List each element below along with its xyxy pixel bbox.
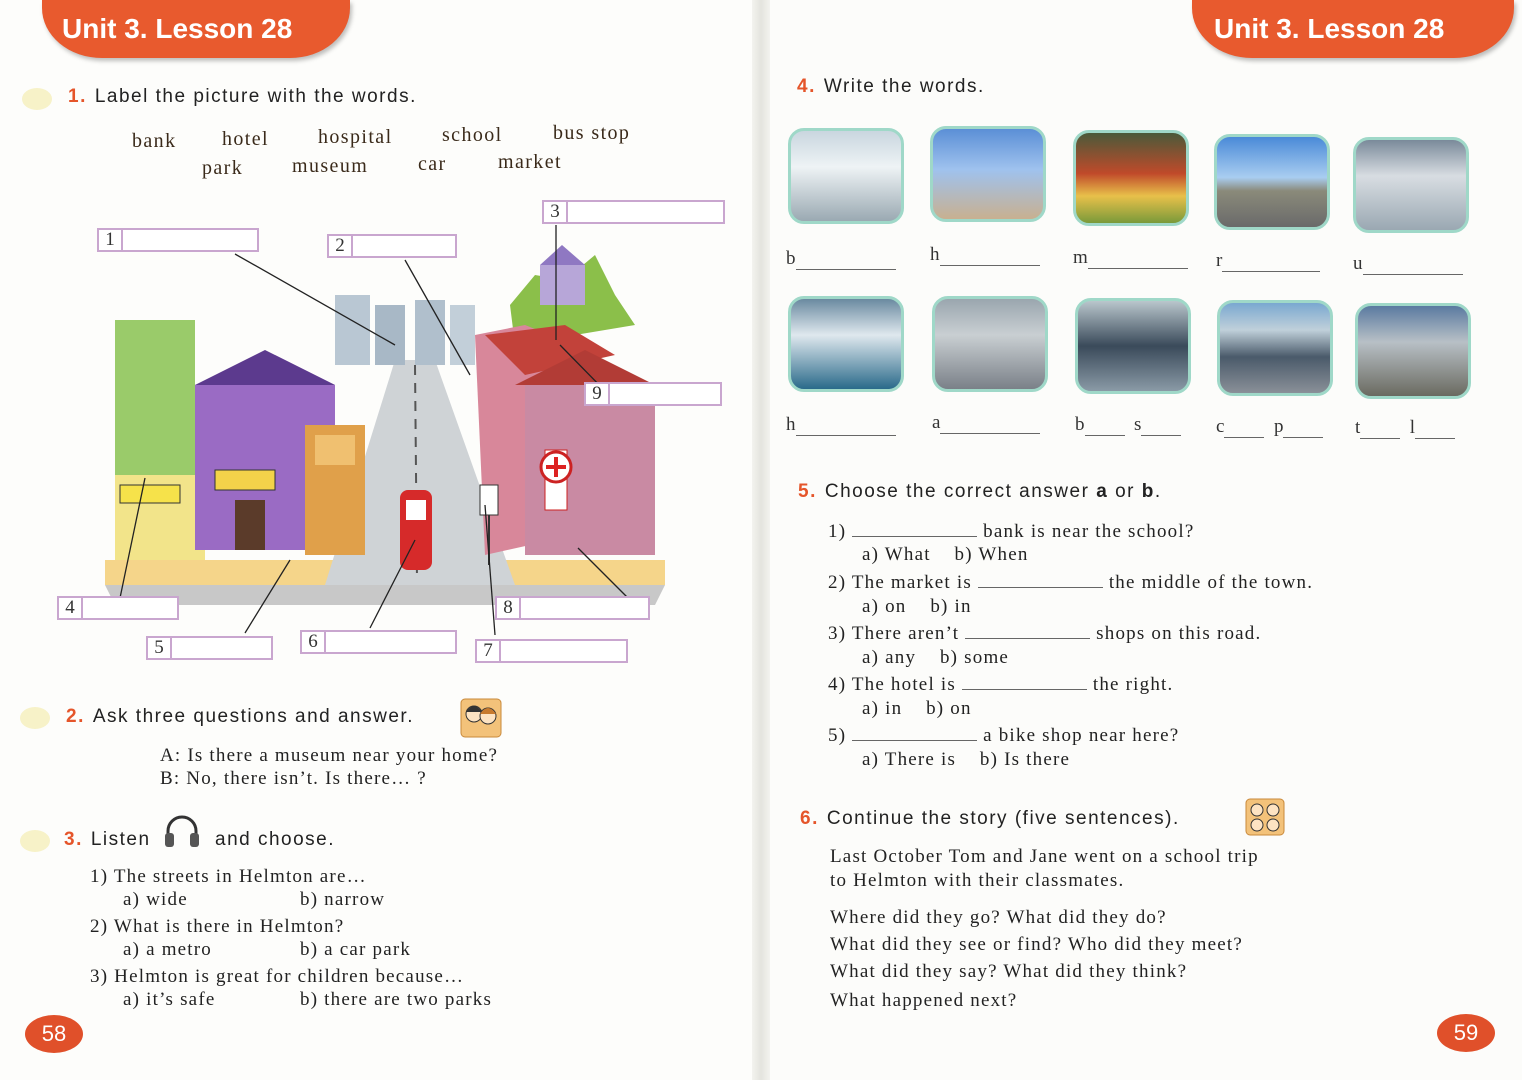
word-park: park: [202, 157, 244, 179]
headphones-icon: [162, 815, 202, 849]
photo-underground: [1353, 137, 1469, 233]
photo-hotel: [930, 126, 1046, 222]
ex5-item-1: 1) bank is near the school?: [828, 521, 1195, 542]
story-question-2: What did they see or find? Who did they meet?: [830, 934, 1243, 955]
word-hospital: hospital: [318, 126, 393, 148]
word-car: car: [418, 153, 447, 175]
word-bank: bank: [132, 130, 177, 152]
label-box-5[interactable]: 5: [146, 636, 273, 660]
photo-traffic-light: [1355, 303, 1471, 399]
photo-market: [1073, 130, 1189, 226]
ex5-options-2: a) on b) in: [862, 596, 972, 617]
word-bus-stop: bus stop: [553, 122, 631, 144]
story-question-1: Where did they go? What did they do?: [830, 907, 1167, 928]
write-line-tl[interactable]: t l: [1355, 417, 1455, 439]
label-box-8[interactable]: 8: [495, 596, 650, 620]
option-2a: a) a metro: [123, 939, 213, 960]
write-line-cp[interactable]: c p: [1216, 416, 1323, 438]
label-box-9[interactable]: 9: [584, 382, 722, 406]
ex5-options-5: a) There is b) Is there: [862, 749, 1071, 770]
story-intro-2: to Helmton with their classmates.: [830, 870, 1125, 891]
ex5-item-2: 2) The market is the middle of the town.: [828, 572, 1314, 593]
option-1a: a) wide: [123, 889, 188, 910]
label-box-1[interactable]: 1: [97, 228, 259, 252]
label-box-4[interactable]: 4: [57, 596, 179, 620]
photo-bike-shop: [1075, 298, 1191, 394]
write-line-bs[interactable]: b s: [1075, 414, 1181, 436]
dialogue-line-b: B: No, there isn’t. Is there… ?: [160, 768, 427, 789]
write-line-r[interactable]: r: [1216, 250, 1320, 272]
question-2: 2) What is there in Helmton?: [90, 916, 345, 937]
photo-hospital: [788, 296, 904, 392]
photo-bank: [788, 128, 904, 224]
page-number-right: 59: [1437, 1014, 1495, 1052]
exercise-3-title: 3. Listen: [64, 829, 151, 850]
ex5-item-4: 4) The hotel is the right.: [828, 674, 1174, 695]
group-work-icon: [1245, 798, 1285, 836]
story-intro-1: Last October Tom and Jane went on a school trip: [830, 846, 1259, 867]
lesson-banner-right: Unit 3. Lesson 28: [1192, 0, 1514, 58]
option-2b: b) a car park: [300, 939, 412, 960]
question-3: 3) Helmton is great for children because…: [90, 966, 465, 987]
exercise-5-title: 5. Choose the correct answer a or b.: [798, 481, 1162, 502]
story-question-3: What did they say? What did they think?: [830, 961, 1188, 982]
bullet-dot: [20, 830, 50, 852]
dialogue-line-a: A: Is there a museum near your home?: [160, 745, 499, 766]
lesson-banner-left: Unit 3. Lesson 28: [42, 0, 350, 58]
photo-airport: [932, 296, 1048, 392]
label-box-6[interactable]: 6: [300, 630, 457, 654]
write-line-u[interactable]: u: [1353, 253, 1463, 275]
exercise-4-title: 4. Write the words.: [797, 76, 985, 97]
pair-work-icon: [460, 698, 502, 738]
option-1b: b) narrow: [300, 889, 386, 910]
photo-car-park: [1217, 300, 1333, 396]
write-line-m[interactable]: m: [1073, 247, 1188, 269]
word-museum: museum: [292, 155, 369, 177]
label-box-7[interactable]: 7: [475, 639, 628, 663]
story-question-4: What happened next?: [830, 990, 1018, 1011]
write-line-b[interactable]: b: [786, 248, 896, 270]
ex5-item-5: 5) a bike shop near here?: [828, 725, 1180, 746]
write-line-a[interactable]: a: [932, 412, 1040, 434]
option-3b: b) there are two parks: [300, 989, 493, 1010]
ex5-item-3: 3) There aren’t shops on this road.: [828, 623, 1262, 644]
word-market: market: [498, 151, 562, 173]
option-3a: a) it’s safe: [123, 989, 216, 1010]
label-box-2[interactable]: 2: [327, 234, 457, 258]
exercise-2-title: 2. Ask three questions and answer.: [66, 706, 414, 727]
bullet-dot: [20, 707, 50, 729]
label-leader-lines: [0, 0, 761, 700]
word-hotel: hotel: [222, 128, 269, 150]
ex5-options-1: a) What b) When: [862, 544, 1029, 565]
write-line-h2[interactable]: h: [786, 414, 896, 436]
photo-road: [1214, 134, 1330, 230]
label-box-3[interactable]: 3: [542, 200, 725, 224]
question-1: 1) The streets in Helmton are…: [90, 866, 367, 887]
exercise-6-title: 6. Continue the story (five sentences).: [800, 808, 1180, 829]
ex5-options-3: a) any b) some: [862, 647, 1010, 668]
exercise-3-title-end: and choose.: [215, 829, 336, 850]
write-line-h[interactable]: h: [930, 244, 1040, 266]
page-number-left: 58: [25, 1015, 83, 1053]
exercise-1-title: 1. Label the picture with the words.: [68, 86, 417, 107]
word-school: school: [442, 124, 503, 146]
ex5-options-4: a) in b) on: [862, 698, 972, 719]
